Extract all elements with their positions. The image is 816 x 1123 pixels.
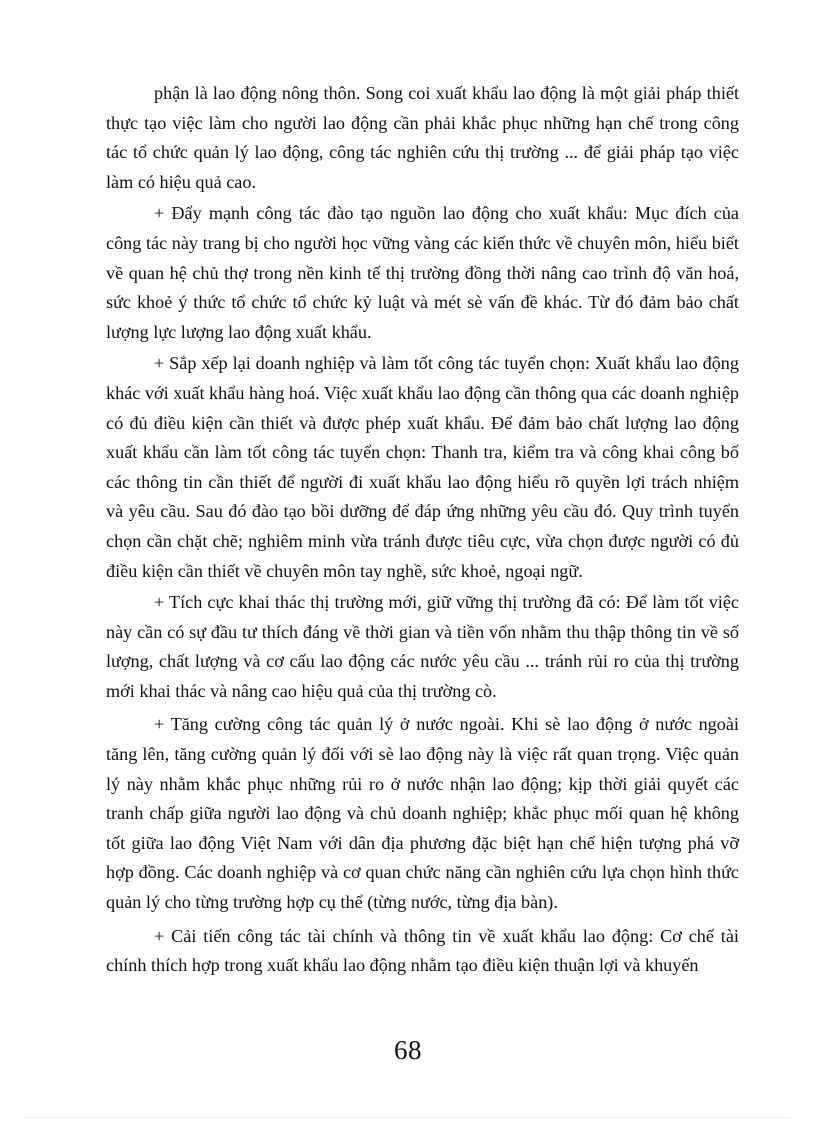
page-bottom-divider [26,1117,790,1118]
page-number: 68 [394,1035,422,1065]
paragraph-5: + Tăng cường công tác quản lý ở nước ngoài. Khi sè lao động ở nước ngoài tăng lên, tăng cường quản lý đối với sè lao động này là việc rất quan trọng. Việc quản lý này nhằm khắc phục những rủi ro ở nước nhận lao động; kịp thời giải quyết các tranh chấp giữa người lao động và chủ doanh nghiệp; khắc phục mối quan hệ không tốt giữa lao động Việt Nam với dân địa phương đặc biệt hạn chế hiện tượng phá vỡ hợp đồng. Các doanh nghiệp và cơ quan chức năng cần nghiên cứu lựa chọn hình thức quản lý cho từng trường hợp cụ thể (từng nước, từng địa bàn). [106,714,739,913]
body-text [106,79,739,981]
paragraph-6: + Cải tiến công tác tài chính và thông tin về xuất khẩu lao động: Cơ chế tài chính thích hợp trong xuất khẩu lao động nhằm tạo điều kiện thuận lợi và khuyến [106,925,739,976]
paragraph-3: + Sắp xếp lại doanh nghiệp và làm tốt công tác tuyển chọn: Xuất khẩu lao động khác với xuất khẩu hàng hoá. Việc xuất khẩu lao động cần thông qua các doanh nghiệp có đủ điều kiện cần thiết và được phép xuất khẩu. Để đảm bảo chất lượng lao động xuất khẩu cần làm tốt công tác tuyển chọn: Thanh tra, kiểm tra và công khai công bố các thông tin cần thiết để người đi xuất khẩu lao động hiểu rõ quyền lợi trách nhiệm và yêu cầu. Sau đó đào tạo bồi dưỡng để đáp ứng những yêu cầu đó. Quy trình tuyển chọn cần chặt chẽ; nghiêm minh vừa tránh được tiêu cực, vừa chọn được người có đủ điều kiện cần thiết về chuyên môn tay nghề, sức khoẻ, ngoại ngữ. [106,353,739,581]
paragraph-4: + Tích cực khai thác thị trường mới, giữ vững thị trường đã có: Để làm tốt việc này cần có sự đầu tư thích đáng về thời gian và tiền vốn nhằm thu thập thông tin về số lượng, chất lượng và cơ cấu lao động các nước yêu cầu ... tránh rủi ro của thị trường mới khai thác và nâng cao hiệu quả của thị trường cò. [106,592,739,701]
paragraph-2: + Đẩy mạnh công tác đào tạo nguồn lao động cho xuất khẩu: Mục đích của công tác này trang bị cho người học vững vàng các kiến thức về chuyên môn, hiểu biết về quan hệ chủ thợ trong nền kinh tế thị trường đồng thời nâng cao trình độ văn hoá, sức khoẻ ý thức tổ chức tổ chức kỷ luật và mét sè vấn đề khác. Từ đó đảm bảo chất lượng lực lượng lao động xuất khẩu. [106,203,739,342]
paragraph-1: phận là lao động nông thôn. Song coi xuất khẩu lao động là một giải pháp thiết thực tạo việc làm cho người lao động cần phải khắc phục những hạn chế trong công tác tổ chức quản lý lao động, công tác nghiên cứu thị trường ... để giải pháp tạo việc làm có hiệu quả cao. [106,83,739,192]
